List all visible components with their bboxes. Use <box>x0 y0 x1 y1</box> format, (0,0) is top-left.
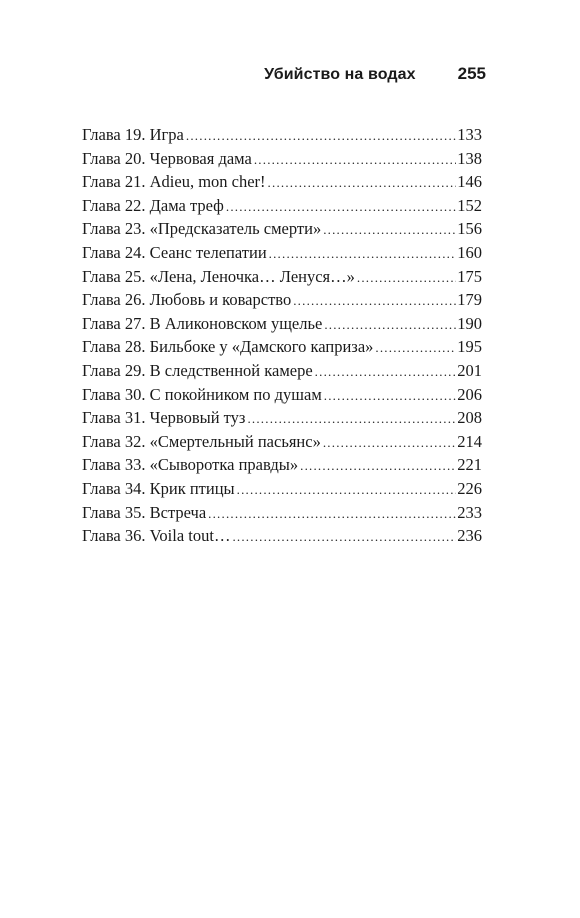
toc-entry-title: Глава 26. Любовь и коварство <box>82 290 292 310</box>
toc-dot-leader <box>324 313 456 337</box>
toc-entry <box>82 265 482 289</box>
toc-entry-page: 201 <box>457 360 482 380</box>
toc-entry-page: 233 <box>457 502 482 522</box>
toc-entry-title: Глава 35. Встреча <box>82 502 207 522</box>
toc-entry <box>82 147 482 171</box>
toc-entry-title: Глава 31. Червовый туз <box>82 408 246 428</box>
toc-entry <box>82 524 482 548</box>
toc-entry <box>82 477 482 501</box>
toc-entry <box>82 335 482 359</box>
toc-entry-title: Глава 29. В следственной камере <box>82 360 313 380</box>
toc-entry-title: Глава 19. Игра <box>82 125 184 144</box>
toc-entry-title: Глава 30. С покойником по душам <box>82 384 322 404</box>
toc-dot-leader <box>315 360 457 384</box>
toc-entry-page: 214 <box>457 431 482 451</box>
toc-entry <box>82 312 482 336</box>
toc-dot-leader <box>186 124 456 148</box>
running-title: Убийство на водах <box>264 66 416 83</box>
toc-dot-leader <box>357 266 456 290</box>
toc-entry-page: 146 <box>457 172 482 192</box>
toc-entry <box>82 241 482 265</box>
toc-entry-page: 221 <box>457 455 482 475</box>
toc-dot-leader <box>232 525 456 549</box>
toc-entry-title: Глава 25. «Лена, Леночка… Ленуся…» <box>82 266 355 286</box>
toc-entry-page: 133 <box>457 125 482 144</box>
toc-entry-page: 160 <box>457 242 482 262</box>
toc-entry-title: Глава 20. Червовая дама <box>82 148 252 168</box>
toc-dot-leader <box>247 407 456 431</box>
toc-entry-title: Глава 21. Adieu, mon cher! <box>82 172 266 192</box>
toc-entry-page: 138 <box>457 148 482 168</box>
toc-entry <box>82 406 482 430</box>
toc-entry-page: 226 <box>457 478 482 498</box>
running-header <box>264 64 486 84</box>
toc-dot-leader <box>208 502 456 526</box>
toc-entry-title: Глава 36. Voila tout… <box>82 526 231 546</box>
toc-entry-page: 206 <box>457 384 482 404</box>
toc-dot-leader <box>237 478 457 502</box>
toc-entry-page: 236 <box>457 526 482 546</box>
toc-entry-title: Глава 22. Дама треф <box>82 195 224 215</box>
toc-entry <box>82 194 482 218</box>
toc-dot-leader <box>324 384 456 408</box>
toc-entry-page: 208 <box>457 408 482 428</box>
toc-entry <box>82 430 482 454</box>
toc-entry-page: 179 <box>457 290 482 310</box>
toc-entry-title: Глава 32. «Смертельный пасьянс» <box>82 431 321 451</box>
toc-entry-page: 190 <box>457 313 482 333</box>
toc-entry <box>82 288 482 312</box>
toc-entry-title: Глава 34. Крик птицы <box>82 478 235 498</box>
toc-entry <box>82 501 482 525</box>
toc-entry <box>82 453 482 477</box>
toc-entry <box>82 383 482 407</box>
toc-dot-leader <box>269 242 457 266</box>
toc-dot-leader <box>375 336 456 360</box>
toc-entry <box>82 123 482 147</box>
toc-dot-leader <box>300 454 456 478</box>
toc-dot-leader <box>268 171 457 195</box>
page-number: 255 <box>457 64 486 83</box>
toc-dot-leader <box>323 218 456 242</box>
toc-entry-title: Глава 24. Сеанс телепатии <box>82 242 267 262</box>
toc-entry-page: 156 <box>457 219 482 239</box>
toc-entry-page: 195 <box>457 337 482 357</box>
toc-entry <box>82 359 482 383</box>
toc-dot-leader <box>323 431 456 455</box>
toc-entry-title: Глава 23. «Предсказатель смерти» <box>82 219 322 239</box>
toc-dot-leader <box>226 195 456 219</box>
toc-entry-page: 152 <box>457 195 482 215</box>
toc-entry <box>82 170 482 194</box>
toc-entry <box>82 217 482 241</box>
toc-entry-title: Глава 33. «Сыворотка правды» <box>82 455 299 475</box>
toc-dot-leader <box>254 148 456 172</box>
toc-dot-leader <box>293 289 456 313</box>
toc-entry-title: Глава 28. Бильбоке у «Дамского каприза» <box>82 337 374 357</box>
toc-entry-page: 175 <box>457 266 482 286</box>
table-of-contents <box>82 123 482 548</box>
toc-entry-title: Глава 27. В Аликоновском ущелье <box>82 313 323 333</box>
